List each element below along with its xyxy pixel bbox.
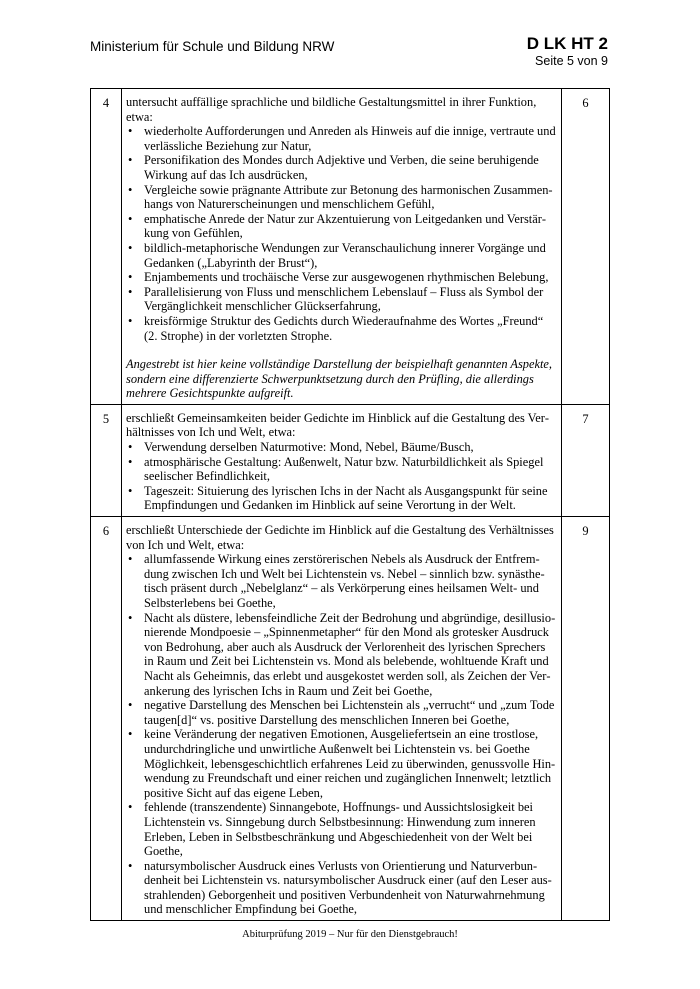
list-item-text: bildlich-metaphorische Wendungen zur Veranschaulichung innerer Vorgänge und Gedanken („Labyrinth der Brust“), [144, 240, 546, 270]
bullet-icon: • [128, 182, 133, 197]
exam-code: D LK HT 2 [526, 34, 608, 53]
list-item [126, 484, 557, 513]
list-item [126, 285, 557, 314]
criterion-intro: erschließt Unterschiede der Gedichte im Hinblick auf die Gestaltung des Verhältnisses von Ich und Welt, etwa: [126, 523, 554, 552]
bullet-icon: • [128, 240, 133, 255]
list-item [126, 124, 557, 153]
page-indicator: Seite 5 von 9 [535, 54, 608, 68]
list-item [126, 455, 557, 484]
list-item-text: Tageszeit: Situierung des lyrischen Ichs in der Nacht als Ausgangspunkt für seine Empfindungen und Gedanken im Hinblick auf seine Verortung in der Welt. [144, 483, 548, 513]
list-item [126, 859, 557, 917]
bullet-icon: • [128, 313, 133, 328]
ministry-name: Ministerium für Schule und Bildung NRW [90, 39, 335, 54]
footer-note: Abiturprüfung 2019 – Nur für den Dienstgebrauch! [242, 929, 458, 940]
bullet-icon: • [128, 727, 133, 742]
list-item-text: negative Darstellung des Menschen bei Lichtenstein als „verrucht“ und „zum Tode taugen[d]“ vs. positive Darstellung des menschlichen Inneren bei Goethe, [144, 698, 555, 727]
list-item [126, 270, 557, 285]
list-item-text: Vergleiche sowie prägnante Attribute zur Betonung des harmonischen Zusammenhangs von Naturerscheinungen und menschlichem Gefühl, [144, 182, 553, 212]
list-item-text: atmosphärische Gestaltung: Außenwelt, Natur bzw. Naturbildlichkeit als Spiegel seelischer Befindlichkeit, [144, 454, 544, 484]
list-item-text: fehlende (transzendente) Sinnangebote, Hoffnungs- und Aussichtslosigkeit bei Lichtenstein vs. Sinngebung durch Selbstbesinnung: Hinwendung zum inneren Erleben, Leben in Selbstbeschränkung und Abgeschiedenheit von der Welt bei Goethe, [144, 800, 536, 859]
list-item-text: Nacht als düstere, lebensfeindliche Zeit der Bedrohung und abgründige, desillusionierende Mondpoesie – „Spinnenmetapher“ für den Mond als grotesker Ausdruck von Bedrohung, aber auch als Ausdruck der Verlorenheit des lyrischen Sprechers in Raum und Zeit bei Lichtenstein vs. Mond als belebende, wohltuende Kraft und Nacht als Geheimnis, das erlebt und ausgekostet werden soll, als Zeichen der Verankerung des lyrischen Ichs in Raum und Zeit bei Goethe, [144, 610, 556, 698]
list-item [126, 153, 557, 182]
criterion-intro: untersucht auffällige sprachliche und bildliche Gestaltungsmittel in ihrer Funktion, etwa: [126, 95, 537, 124]
bullet-icon: • [128, 211, 133, 226]
list-item [126, 698, 557, 727]
criterion-description [122, 89, 562, 405]
criterion-description [122, 517, 562, 921]
criteria-row [91, 89, 610, 405]
list-item-text: kreisförmige Struktur des Gedichts durch Wiederaufnahme des Wortes „Freund“ (2. Strophe) in der vorletzten Strophe. [144, 313, 544, 343]
list-item-text: Parallelisierung von Fluss und menschlichem Lebenslauf – Fluss als Symbol der Vergänglichkeit menschlicher Glückserfahrung, [144, 284, 544, 314]
list-item [126, 241, 557, 270]
criterion-description [122, 404, 562, 516]
bullet-icon: • [128, 698, 133, 713]
criteria-row [91, 517, 610, 921]
list-item [126, 611, 557, 699]
criterion-intro: erschließt Gemeinsamkeiten beider Gedichte im Hinblick auf die Gestaltung des Verhältnisses von Ich und Welt, etwa: [126, 410, 549, 440]
list-item-text: emphatische Anrede der Natur zur Akzentuierung von Leitgedanken und Verstärkung von Gefühlen, [144, 211, 546, 241]
bullet-icon: • [128, 454, 133, 469]
criterion-note: Angestrebt ist hier keine vollständige Darstellung der beispielhaft genannten Aspekte, sondern eine differenzierte Schwerpunktsetzung durch den Prüfling, die allerdings mehrere Gesichtspunkte aufgreift. [126, 357, 553, 401]
list-item-text: natursymbolischer Ausdruck eines Verlusts von Orientierung und Naturverbundenheit bei Lichtenstein vs. natursymbolischer Ausdruck einer (auf den Leser ausstrahlenden) Geborgenheit und positiven Verbundenheit von Naturwahrnehmung und menschlicher Empfindung bei Goethe, [144, 858, 552, 917]
list-item-text: Personifikation des Mondes durch Adjektive und Verben, die seine beruhigende Wirkung auf das Ich ausdrücken, [144, 153, 539, 182]
bullet-icon: • [128, 284, 133, 299]
list-item [126, 552, 557, 610]
criteria-table [90, 88, 610, 921]
bullet-icon: • [128, 153, 133, 168]
list-item-text: keine Veränderung der negativen Emotionen, Ausgeliefertsein an eine trostlose, undurchdringliche und unwirtliche Außenwelt bei Lichtenstein vs. bei Goethe Möglichkeit, lebensgeschichtlich erfahrenes Leid zu überwinden, genussvolle Hinwendung zu Freundschaft und einer reichen und zugänglichen Innenwelt; letztlich positive Sicht auf das eigene Leben, [144, 727, 556, 800]
list-item-text: Verwendung derselben Naturmotive: Mond, Nebel, Bäume/Busch, [144, 440, 474, 455]
criterion-number: 6 [91, 517, 122, 921]
bullet-icon: • [128, 440, 133, 455]
list-item-text: Enjambements und trochäische Verse zur ausgewogenen rhythmischen Belebung, [144, 270, 549, 285]
bullet-icon: • [128, 270, 133, 285]
list-item [126, 314, 557, 343]
criterion-item-list [126, 552, 557, 917]
criterion-number: 5 [91, 404, 122, 516]
criterion-points: 7 [562, 404, 610, 516]
bullet-icon: • [128, 483, 133, 498]
bullet-icon: • [128, 552, 133, 567]
list-item [126, 183, 557, 212]
list-item [126, 727, 557, 800]
criterion-number: 4 [91, 89, 122, 405]
bullet-icon: • [128, 858, 133, 873]
criteria-row [91, 404, 610, 516]
list-item [126, 212, 557, 241]
bullet-icon: • [128, 800, 133, 815]
bullet-icon: • [128, 124, 133, 139]
criterion-points: 6 [562, 89, 610, 405]
list-item-text: allumfassende Wirkung eines zerstörerischen Nebels als Ausdruck der Entfremdung zwischen Ich und Welt bei Lichtenstein vs. Nebel – sinnlich bzw. synästhetisch präsent durch „Nebelglanz“ – als Verkörperung eines heilsamen Welt- und Selbsterlebens bei Goethe, [144, 552, 545, 610]
list-item [126, 800, 557, 858]
list-item-text: wiederholte Aufforderungen und Anreden als Hinweis auf die innige, vertraute und verlässliche Beziehung zur Natur, [144, 124, 556, 153]
list-item [126, 440, 557, 455]
criterion-points: 9 [562, 517, 610, 921]
criterion-item-list [126, 124, 557, 343]
criteria-table-body [91, 89, 610, 921]
criterion-item-list [126, 440, 557, 513]
bullet-icon: • [128, 610, 133, 625]
